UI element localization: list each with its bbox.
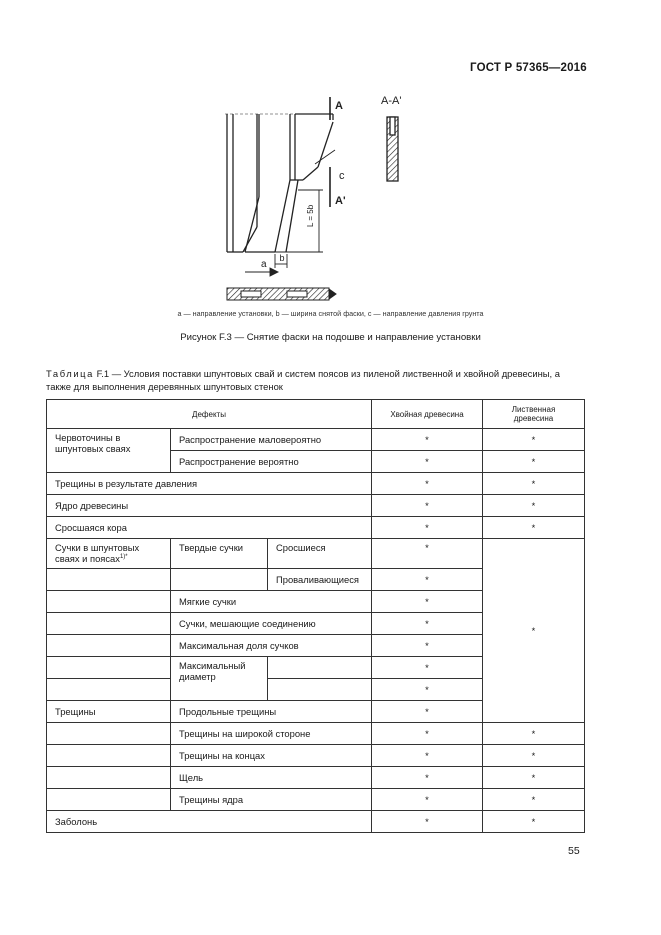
- empty-cell: [47, 789, 171, 811]
- hardwood-mark: *: [483, 451, 585, 473]
- softwood-mark: *: [372, 789, 483, 811]
- hardwood-mark: *: [483, 517, 585, 539]
- joint-knots: Сучки, мешающие соединению: [171, 613, 372, 635]
- knots-label: Сучки в шпунтовых сваях и поясах: [55, 542, 140, 564]
- softwood-mark: *: [372, 701, 483, 723]
- section-view: [387, 117, 398, 181]
- empty-cell: [268, 657, 372, 679]
- knots-label-cell: [47, 539, 171, 569]
- softwood-mark: *: [372, 473, 483, 495]
- table-row: [47, 723, 585, 745]
- label-a-arrow: a: [261, 259, 267, 270]
- max-share: Максимальная доля сучков: [171, 635, 372, 657]
- hardwood-mark: *: [483, 789, 585, 811]
- longitudinal-cracks: Продольные трещины: [171, 701, 372, 723]
- empty-cell: [268, 679, 372, 701]
- figure-caption: Рисунок F.3 — Снятие фаски на подошве и направление установки: [180, 332, 481, 343]
- ingrown-bark: Сросшаяся кора: [47, 517, 372, 539]
- standard-number: ГОСТ Р 57365—2016: [470, 62, 587, 74]
- softwood-mark: *: [372, 613, 483, 635]
- softwood-mark: *: [372, 767, 483, 789]
- table-row: [47, 495, 585, 517]
- softwood-mark: *: [372, 811, 483, 833]
- empty-cell: [47, 613, 171, 635]
- table-row: [47, 789, 585, 811]
- hardwood-mark: *: [483, 767, 585, 789]
- softwood-mark: *: [372, 569, 483, 591]
- table-row: [47, 539, 585, 569]
- label-a-top: A: [335, 100, 343, 112]
- empty-cell: [47, 635, 171, 657]
- chamfer-figure: [215, 92, 515, 307]
- empty-cell: [171, 569, 268, 591]
- softwood-mark: *: [372, 517, 483, 539]
- gap: Щель: [171, 767, 372, 789]
- hardwood-mark: *: [483, 811, 585, 833]
- knots-footnote: 1)*: [119, 553, 128, 560]
- soft-knots: Мягкие сучки: [171, 591, 372, 613]
- empty-cell: [47, 679, 171, 701]
- table-row: [47, 517, 585, 539]
- intergrown-knots: Сросшиеся: [268, 539, 372, 569]
- table-row: [47, 811, 585, 833]
- empty-cell: [47, 767, 171, 789]
- empty-cell: [47, 657, 171, 679]
- installation-direction: [227, 288, 336, 300]
- empty-cell: [47, 723, 171, 745]
- softwood-mark: *: [372, 591, 483, 613]
- label-a-bottom: A': [335, 195, 346, 207]
- pressure-cracks: Трещины в результате давления: [47, 473, 372, 495]
- hardwood-mark: *: [483, 745, 585, 767]
- core-cracks: Трещины ядра: [171, 789, 372, 811]
- softwood-mark: *: [372, 495, 483, 517]
- hardwood-mark: *: [483, 429, 585, 451]
- softwood-mark: *: [372, 723, 483, 745]
- loose-knots: Проваливающиеся: [268, 569, 372, 591]
- softwood-mark: *: [372, 451, 483, 473]
- wormholes-likely: Распространение вероятно: [171, 451, 372, 473]
- softwood-mark: *: [372, 539, 483, 569]
- table-row: [47, 745, 585, 767]
- end-cracks: Трещины на концах: [171, 745, 372, 767]
- empty-cell: [47, 745, 171, 767]
- header-softwood: Хвойная древесина: [372, 400, 483, 429]
- softwood-mark: *: [372, 679, 483, 701]
- header-defects: Дефекты: [47, 400, 372, 429]
- table-caption-number: F.1: [96, 368, 110, 379]
- label-section: A-A': [381, 95, 402, 107]
- sapwood: Заболонь: [47, 811, 372, 833]
- softwood-mark: *: [372, 429, 483, 451]
- empty-cell: [47, 591, 171, 613]
- heartwood: Ядро древесины: [47, 495, 372, 517]
- hard-knots: Твердые сучки: [171, 539, 268, 569]
- pile-drawing: [225, 114, 333, 252]
- header-hardwood: Лиственная древесина: [483, 400, 585, 429]
- hardwood-mark-knots: *: [483, 539, 585, 723]
- page-number: 55: [568, 845, 580, 857]
- figure-legend: a — направление установки, b — ширина снятой фаски, c — направление давления грунта: [177, 309, 484, 318]
- table-row: [47, 473, 585, 495]
- defects-table: [46, 399, 585, 833]
- wormholes-label: Червоточины в шпунтовых сваях: [47, 429, 171, 473]
- softwood-mark: *: [372, 635, 483, 657]
- hardwood-mark: *: [483, 495, 585, 517]
- softwood-mark: *: [372, 745, 483, 767]
- wide-side-cracks: Трещины на широкой стороне: [171, 723, 372, 745]
- table-row: [47, 429, 585, 451]
- table-header-row: [47, 400, 585, 429]
- empty-cell: [47, 569, 171, 591]
- hardwood-mark: *: [483, 473, 585, 495]
- softwood-mark: *: [372, 657, 483, 679]
- table-row: [47, 767, 585, 789]
- label-dimension: L = 5b: [306, 204, 315, 227]
- hardwood-mark: *: [483, 723, 585, 745]
- label-c: c: [339, 170, 345, 182]
- cracks-label: Трещины: [47, 701, 171, 723]
- table-caption-prefix: Таблица: [46, 368, 94, 379]
- max-diameter: Максимальный диаметр: [171, 657, 268, 701]
- label-b: b: [279, 253, 285, 263]
- table-caption-text: — Условия поставки шпунтовых свай и систем поясов из пиленой лиственной и хвойной древесины, а также для выполнения деревянных шпунтовых стенок: [46, 368, 560, 392]
- table-caption: [46, 368, 586, 393]
- wormholes-unlikely: Распространение маловероятно: [171, 429, 372, 451]
